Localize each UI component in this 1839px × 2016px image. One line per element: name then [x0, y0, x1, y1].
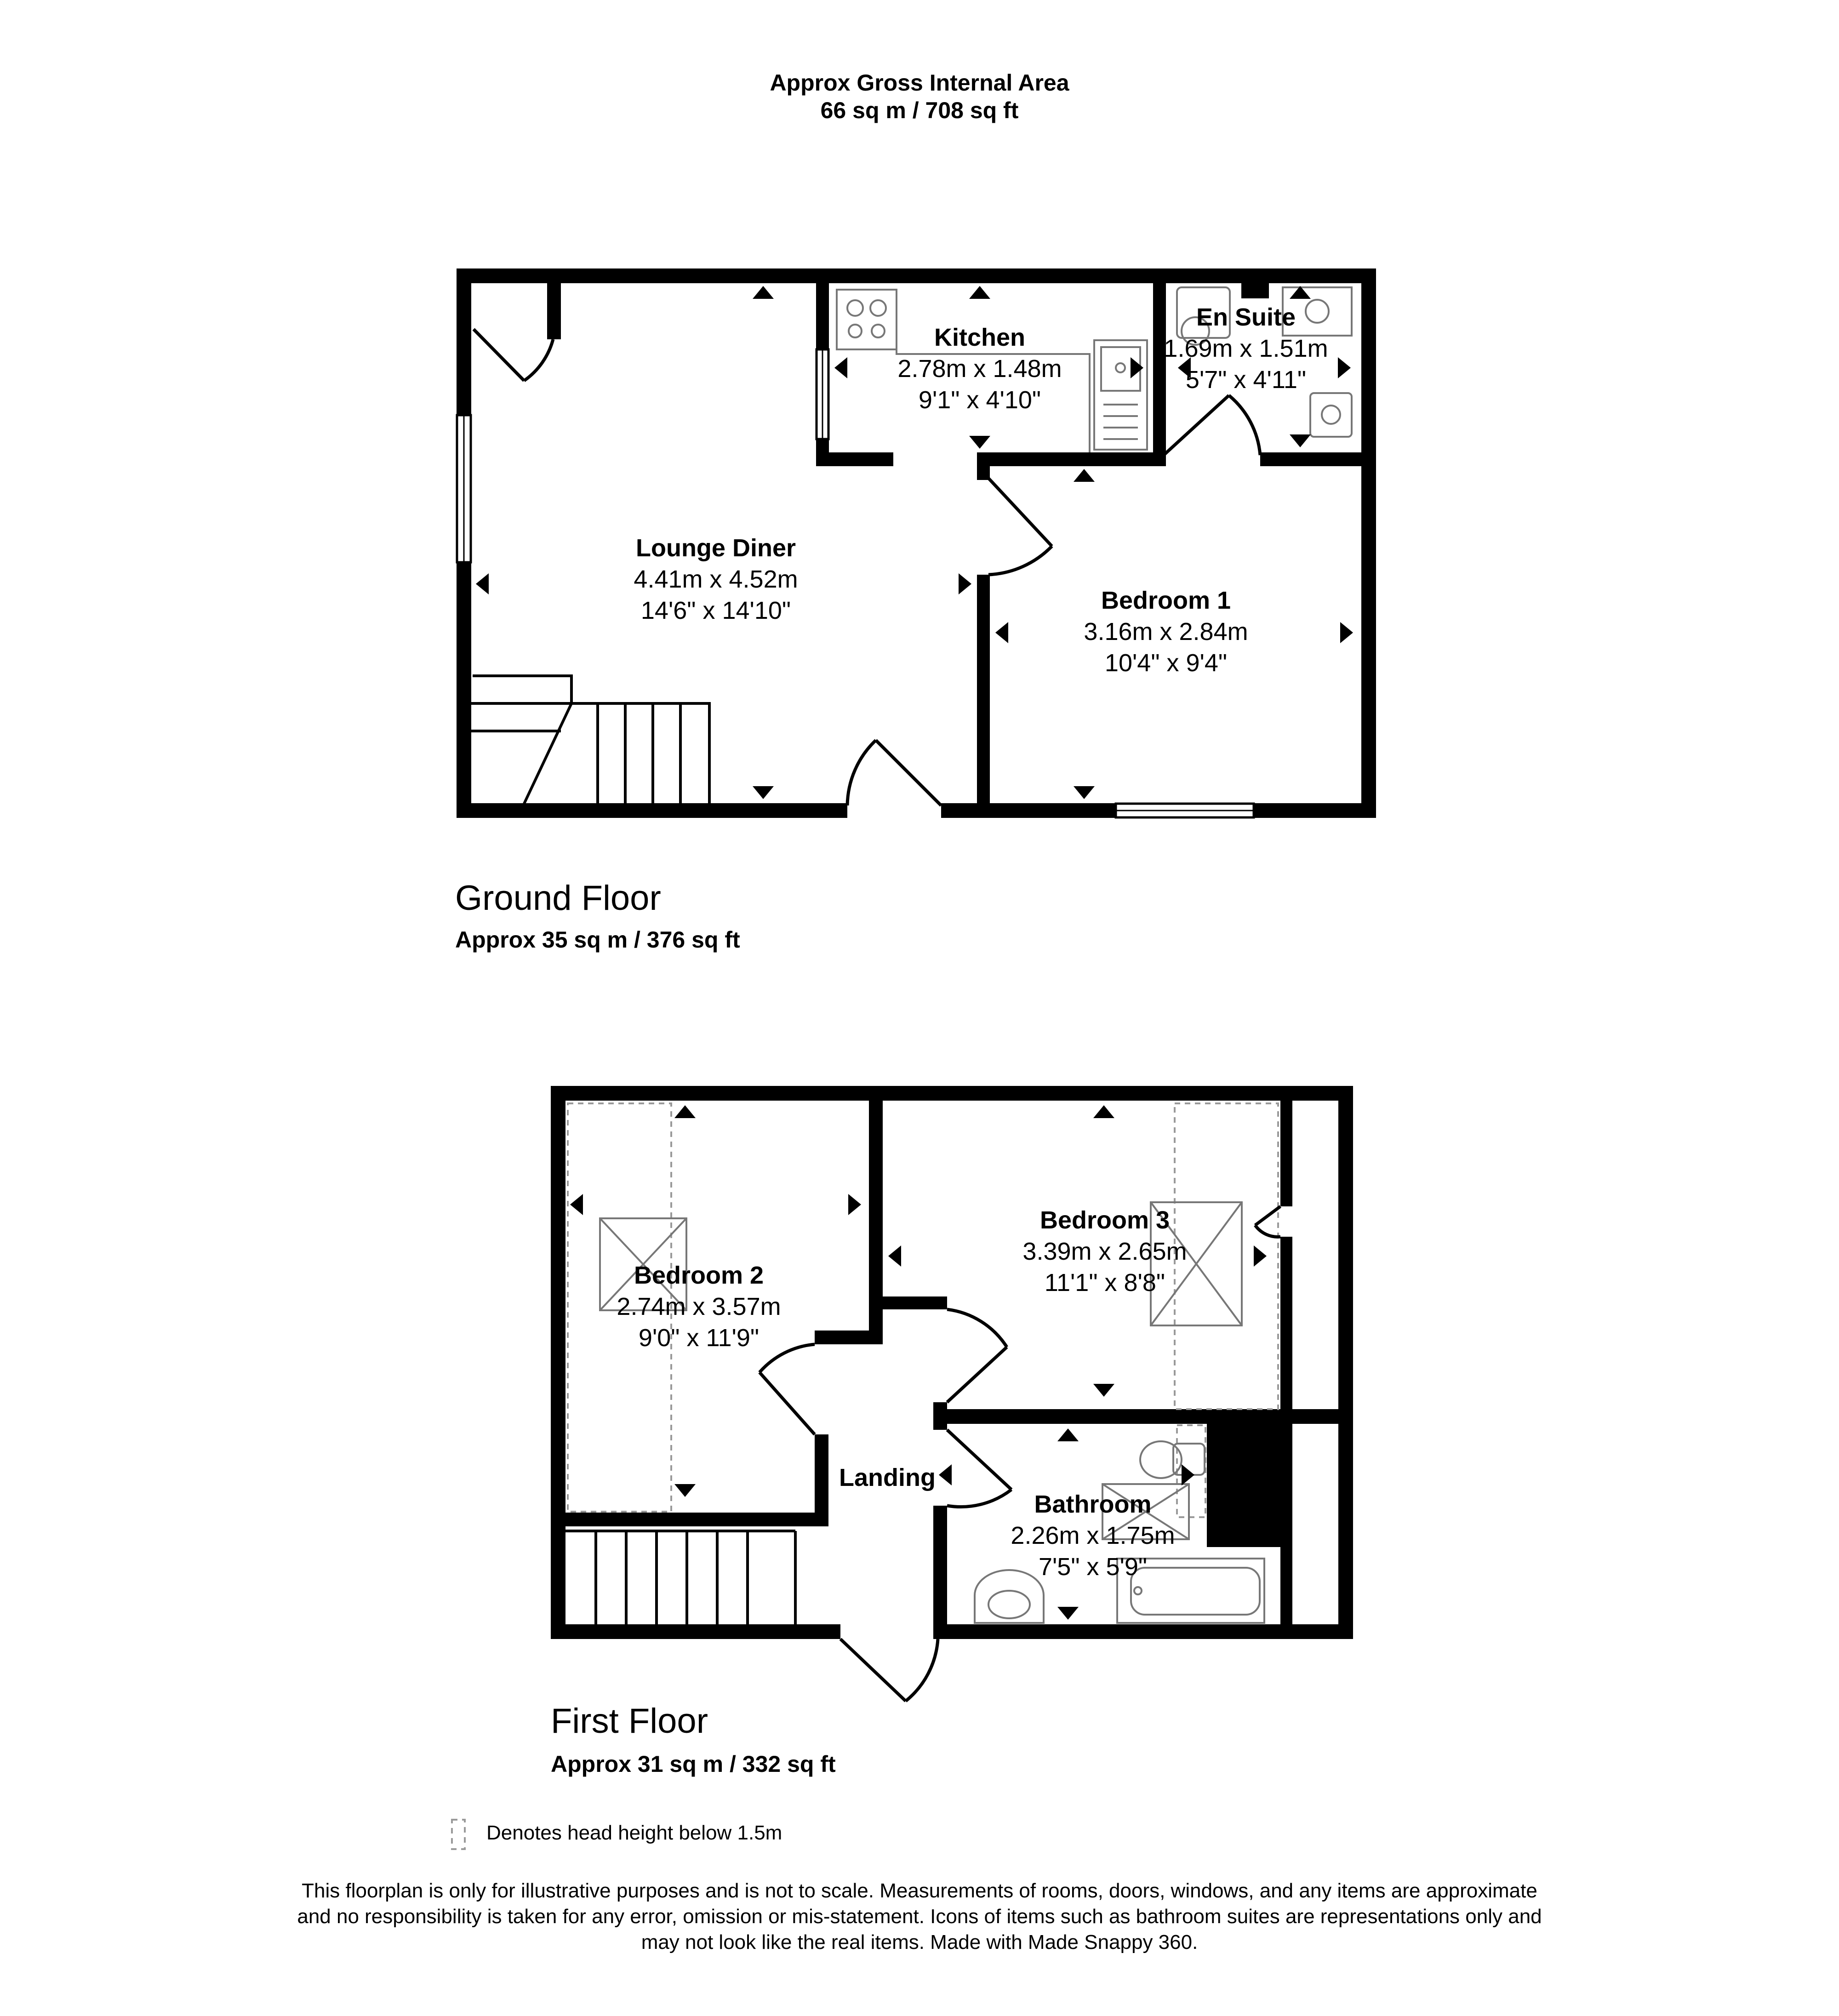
- disclaimer: [138, 1878, 1701, 1955]
- room-label-en-suite: En Suite 1.69m x 1.51m 5'7" x 4'11": [1164, 303, 1328, 394]
- first-floor-plan: [551, 1086, 1353, 1701]
- gross-area-title: Approx Gross Internal Area: [770, 70, 1069, 96]
- first-floor-area: Approx 31 sq m / 332 sq ft: [551, 1751, 836, 1777]
- head-height-swatch: [452, 1820, 465, 1849]
- disclaimer-line-3: may not look like the real items. Made with Made Snappy 360.: [641, 1931, 1198, 1953]
- ground-floor-area: Approx 35 sq m / 376 sq ft: [455, 927, 740, 953]
- head-height-legend: Denotes head height below 1.5m: [486, 1822, 782, 1844]
- room-label-bathroom: Bathroom 2.26m x 1.75m 7'5" x 5'9": [1011, 1491, 1175, 1581]
- room-label-lounge-diner: Lounge Diner 4.41m x 4.52m 14'6" x 14'10": [634, 534, 798, 624]
- gross-area-value: 66 sq m / 708 sq ft: [820, 97, 1019, 123]
- room-label-kitchen: Kitchen 2.78m x 1.48m 9'1" x 4'10": [897, 324, 1062, 414]
- disclaimer-line-1: This floorplan is only for illustrative purposes and is not to scale. Measurements of rooms, doors, windows, and any items are approximate: [302, 1879, 1537, 1902]
- room-label-bedroom-1: Bedroom 1 3.16m x 2.84m 10'4" x 9'4": [1084, 587, 1248, 677]
- room-label-bedroom-2: Bedroom 2 2.74m x 3.57m 9'0" x 11'9": [617, 1262, 781, 1352]
- ground-floor-title: Ground Floor: [455, 879, 661, 918]
- room-label-landing: Landing: [839, 1464, 936, 1491]
- disclaimer-line-2: and no responsibility is taken for any error, omission or mis-statement. Icons of items such as bathroom suites are representations only and: [297, 1905, 1542, 1928]
- first-floor-title: First Floor: [551, 1702, 708, 1741]
- room-label-bedroom-3: Bedroom 3 3.39m x 2.65m 11'1" x 8'8": [1022, 1206, 1187, 1296]
